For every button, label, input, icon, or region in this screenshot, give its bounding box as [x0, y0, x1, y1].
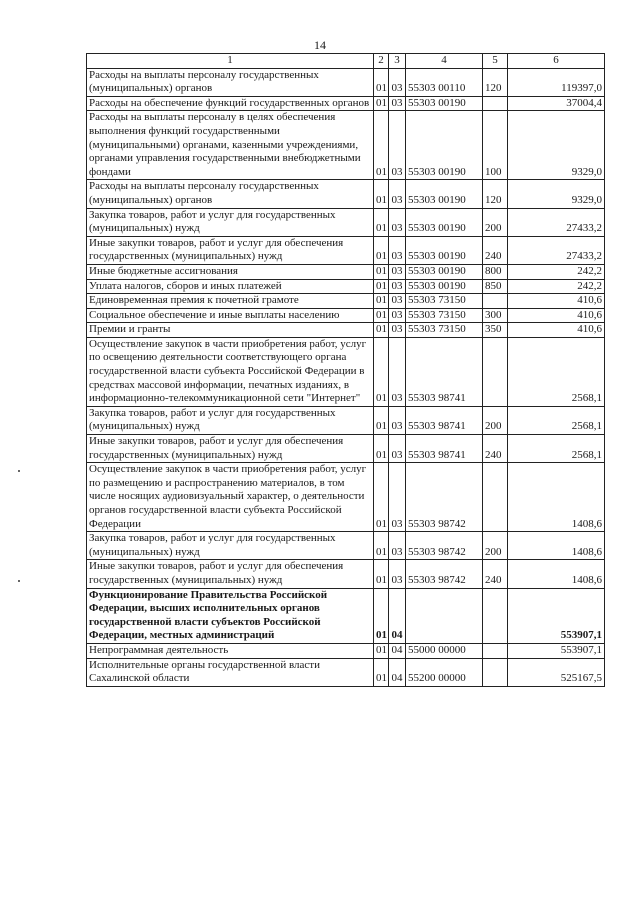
- row-name: Исполнительные органы государственной власти Сахалинской области: [87, 658, 374, 686]
- row-name: Закупка товаров, работ и услуг для государственных (муниципальных) нужд: [87, 208, 374, 236]
- row-subsection: 04: [389, 658, 406, 686]
- row-target-article: 55303 00190: [406, 111, 483, 180]
- row-name: Иные закупки товаров, работ и услуг для обеспечения государственных (муниципальных) нужд: [87, 435, 374, 463]
- row-expense-type: 800: [483, 264, 508, 279]
- table-row: [87, 96, 605, 111]
- row-target-article: 55303 73150: [406, 294, 483, 309]
- row-amount: 9329,0: [508, 180, 605, 208]
- row-amount: 27433,2: [508, 236, 605, 264]
- row-name: Расходы на выплаты персоналу государственных (муниципальных) органов: [87, 180, 374, 208]
- row-expense-type: [483, 294, 508, 309]
- row-target-article: 55303 98741: [406, 406, 483, 434]
- row-subsection: 04: [389, 643, 406, 658]
- row-target-article: 55303 98742: [406, 560, 483, 588]
- row-section: 01: [374, 180, 389, 208]
- row-section: 01: [374, 96, 389, 111]
- table-row: [87, 463, 605, 532]
- row-expense-type: [483, 588, 508, 643]
- row-section: 01: [374, 406, 389, 434]
- row-section: 01: [374, 337, 389, 406]
- row-expense-type: 200: [483, 208, 508, 236]
- row-name: Расходы на обеспечение функций государственных органов: [87, 96, 374, 111]
- row-subsection: 03: [389, 323, 406, 338]
- row-subsection: 03: [389, 180, 406, 208]
- table-row: [87, 180, 605, 208]
- row-subsection: 03: [389, 308, 406, 323]
- table-body: [87, 68, 605, 686]
- row-section: 01: [374, 588, 389, 643]
- row-name: Закупка товаров, работ и услуг для государственных (муниципальных) нужд: [87, 532, 374, 560]
- row-subsection: 04: [389, 588, 406, 643]
- row-amount: 553907,1: [508, 643, 605, 658]
- row-target-article: 55303 98741: [406, 337, 483, 406]
- row-expense-type: [483, 96, 508, 111]
- row-expense-type: [483, 337, 508, 406]
- row-name: Иные закупки товаров, работ и услуг для обеспечения государственных (муниципальных) нужд: [87, 236, 374, 264]
- row-subsection: 03: [389, 279, 406, 294]
- row-subsection: 03: [389, 264, 406, 279]
- row-subsection: 03: [389, 560, 406, 588]
- row-name: Расходы на выплаты персоналу в целях обеспечения выполнения функций государственными (муниципальными) органами, казенными учреждениями, органами управления государственными внебюджетными фондами: [87, 111, 374, 180]
- row-subsection: 03: [389, 294, 406, 309]
- header-col-6: 6: [508, 54, 605, 69]
- row-expense-type: 120: [483, 68, 508, 96]
- row-target-article: 55303 00190: [406, 180, 483, 208]
- row-amount: 553907,1: [508, 588, 605, 643]
- table-row: [87, 406, 605, 434]
- row-expense-type: 240: [483, 435, 508, 463]
- table-row: [87, 279, 605, 294]
- row-amount: 1408,6: [508, 560, 605, 588]
- row-subsection: 03: [389, 111, 406, 180]
- row-section: 01: [374, 111, 389, 180]
- row-target-article: 55303 98741: [406, 435, 483, 463]
- row-expense-type: 200: [483, 532, 508, 560]
- row-subsection: 03: [389, 435, 406, 463]
- row-name: Иные бюджетные ассигнования: [87, 264, 374, 279]
- row-amount: 1408,6: [508, 463, 605, 532]
- row-section: 01: [374, 294, 389, 309]
- row-section: 01: [374, 208, 389, 236]
- page-number: 14: [314, 38, 326, 52]
- row-amount: 37004,4: [508, 96, 605, 111]
- row-subsection: 03: [389, 406, 406, 434]
- table-row: [87, 264, 605, 279]
- row-name: Закупка товаров, работ и услуг для государственных (муниципальных) нужд: [87, 406, 374, 434]
- row-amount: 119397,0: [508, 68, 605, 96]
- table-row: [87, 294, 605, 309]
- row-amount: 27433,2: [508, 208, 605, 236]
- header-col-1: 1: [87, 54, 374, 69]
- scan-mark: [18, 470, 20, 472]
- row-subsection: 03: [389, 236, 406, 264]
- row-name: Осуществление закупок в части приобретения работ, услуг по размещению и распространению материалов, в том числе носящих аудиовизуальный характер, о деятельности органов государственной власти субъекта Российской Федерации: [87, 463, 374, 532]
- row-expense-type: 240: [483, 560, 508, 588]
- row-expense-type: 350: [483, 323, 508, 338]
- table-row: [87, 658, 605, 686]
- table-row: [87, 435, 605, 463]
- row-name: Социальное обеспечение и иные выплаты населению: [87, 308, 374, 323]
- row-target-article: 55303 00190: [406, 264, 483, 279]
- row-target-article: 55303 00190: [406, 96, 483, 111]
- row-amount: 410,6: [508, 294, 605, 309]
- header-col-2: 2: [374, 54, 389, 69]
- row-section: 01: [374, 643, 389, 658]
- row-subsection: 03: [389, 208, 406, 236]
- row-section: 01: [374, 323, 389, 338]
- table-row: [87, 68, 605, 96]
- row-expense-type: 120: [483, 180, 508, 208]
- row-amount: 525167,5: [508, 658, 605, 686]
- row-amount: 410,6: [508, 323, 605, 338]
- row-section: 01: [374, 68, 389, 96]
- scan-mark: [18, 580, 20, 582]
- row-amount: 2568,1: [508, 435, 605, 463]
- row-name: Непрограммная деятельность: [87, 643, 374, 658]
- row-target-article: 55000 00000: [406, 643, 483, 658]
- row-target-article: 55303 00110: [406, 68, 483, 96]
- table-row: [87, 337, 605, 406]
- table-row: [87, 323, 605, 338]
- table-header-row: [87, 54, 605, 69]
- row-amount: 410,6: [508, 308, 605, 323]
- row-target-article: 55303 98742: [406, 532, 483, 560]
- row-amount: 2568,1: [508, 406, 605, 434]
- table-row: [87, 236, 605, 264]
- header-col-3: 3: [389, 54, 406, 69]
- row-target-article: 55303 00190: [406, 279, 483, 294]
- table-row: [87, 560, 605, 588]
- table-row: [87, 111, 605, 180]
- table-row: [87, 532, 605, 560]
- table-row: [87, 643, 605, 658]
- row-expense-type: [483, 643, 508, 658]
- row-expense-type: [483, 463, 508, 532]
- row-expense-type: 100: [483, 111, 508, 180]
- row-name: Единовременная премия к почетной грамоте: [87, 294, 374, 309]
- row-name: Расходы на выплаты персоналу государственных (муниципальных) органов: [87, 68, 374, 96]
- row-amount: 2568,1: [508, 337, 605, 406]
- budget-table: [86, 53, 605, 687]
- row-section: 01: [374, 264, 389, 279]
- row-name: Функционирование Правительства Российской Федерации, высших исполнительных органов государственной власти субъектов Российской Федерации, местных администраций: [87, 588, 374, 643]
- row-section: 01: [374, 658, 389, 686]
- row-amount: 242,2: [508, 264, 605, 279]
- row-expense-type: 300: [483, 308, 508, 323]
- row-expense-type: 200: [483, 406, 508, 434]
- row-target-article: 55303 00190: [406, 208, 483, 236]
- header-col-4: 4: [406, 54, 483, 69]
- row-section: 01: [374, 236, 389, 264]
- row-amount: 242,2: [508, 279, 605, 294]
- row-amount: 1408,6: [508, 532, 605, 560]
- row-section: 01: [374, 532, 389, 560]
- row-section: 01: [374, 279, 389, 294]
- row-target-article: 55303 73150: [406, 308, 483, 323]
- row-subsection: 03: [389, 96, 406, 111]
- table-row: [87, 308, 605, 323]
- row-expense-type: 240: [483, 236, 508, 264]
- table-row: [87, 588, 605, 643]
- row-name: Уплата налогов, сборов и иных платежей: [87, 279, 374, 294]
- header-col-5: 5: [483, 54, 508, 69]
- row-name: Премии и гранты: [87, 323, 374, 338]
- row-name: Иные закупки товаров, работ и услуг для обеспечения государственных (муниципальных) нужд: [87, 560, 374, 588]
- row-subsection: 03: [389, 532, 406, 560]
- row-section: 01: [374, 435, 389, 463]
- row-expense-type: 850: [483, 279, 508, 294]
- row-expense-type: [483, 658, 508, 686]
- row-target-article: 55303 00190: [406, 236, 483, 264]
- row-subsection: 03: [389, 337, 406, 406]
- row-name: Осуществление закупок в части приобретения работ, услуг по освещению деятельности соответствующего органа государственной власти субъекта Российской Федерации в средствах массовой информации, печатных изданиях, в информационно-телекоммуникационной сети "Интернет": [87, 337, 374, 406]
- row-target-article: [406, 588, 483, 643]
- row-subsection: 03: [389, 463, 406, 532]
- row-target-article: 55303 98742: [406, 463, 483, 532]
- table-row: [87, 208, 605, 236]
- row-amount: 9329,0: [508, 111, 605, 180]
- row-target-article: 55200 00000: [406, 658, 483, 686]
- row-section: 01: [374, 308, 389, 323]
- row-target-article: 55303 73150: [406, 323, 483, 338]
- row-subsection: 03: [389, 68, 406, 96]
- row-section: 01: [374, 463, 389, 532]
- row-section: 01: [374, 560, 389, 588]
